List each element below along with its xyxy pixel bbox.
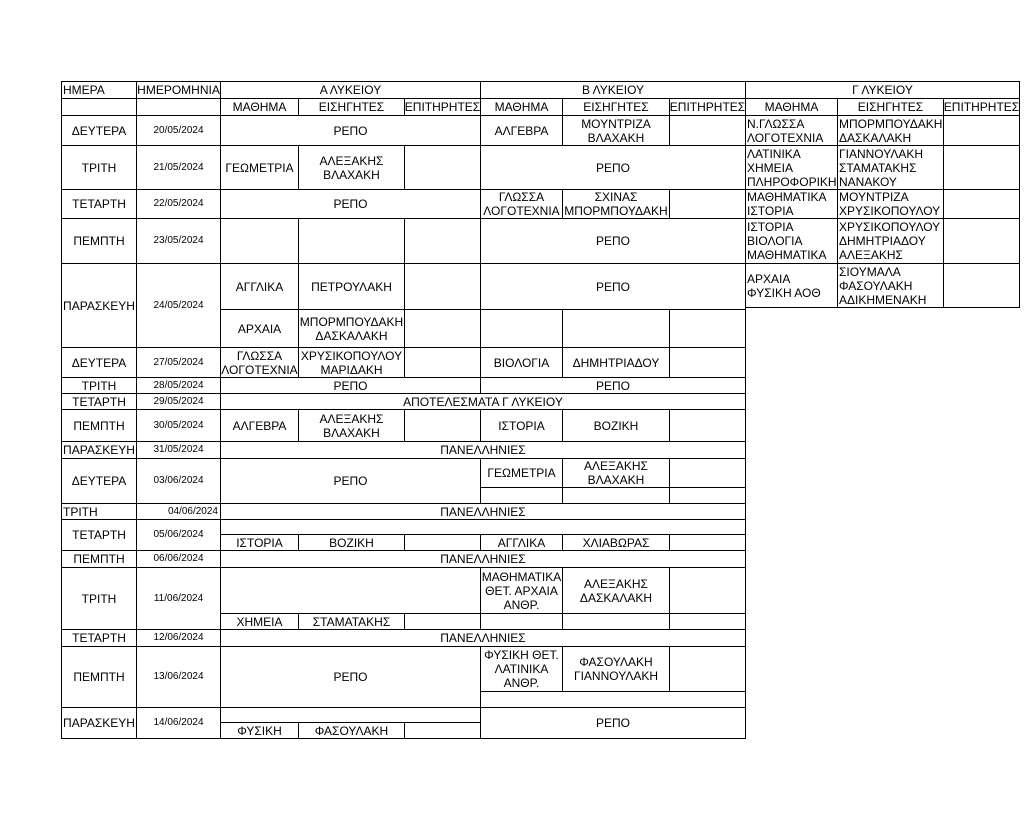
note-cell: ΠΑΝΕΛΛΗΝΙΕΣ [220,550,746,568]
b-supervisors-cell [669,487,746,504]
a-subject-cell [220,218,299,264]
note-cell: ΠΑΝΕΛΛΗΝΙΕΣ [220,441,746,459]
a-examiners-cell: ΜΠΟΡΜΠΟΥΔΑΚΗ ΔΑΣΚΑΛΑΚΗ [298,309,405,348]
c-supervisors-cell [943,115,1020,146]
date-cell: 31/05/2024 [136,441,221,459]
date-cell: 12/06/2024 [136,629,221,647]
header-grade-b: Β ΛΥΚΕΙΟΥ [480,81,746,99]
a-supervisors-cell [404,145,481,190]
date-cell: 24/05/2024 [136,263,221,348]
b-subject-cell: ΓΛΩΣΣΑ ΛΟΓΟΤΕΧΝΙΑ [480,189,563,219]
note-cell: ΑΠΟΤΕΛΕΣΜΑΤΑ Γ ΛΥΚΕΙΟΥ [220,393,746,410]
a-subject-cell: ΡΕΠΟ [220,458,481,504]
a-examiners-cell [298,218,405,264]
c-subject-cell: ΛΑΤΙΝΙΚΑ ΧΗΜΕΙΑ ΠΛΗΡΟΦΟΡΙΚΗ [747,146,837,189]
date-cell: 22/05/2024 [136,189,221,219]
day-cell: ΤΕΤΑΡΤΗ [61,629,137,647]
b-supervisors-cell [669,534,746,551]
date-cell: 04/06/2024 [136,503,221,520]
day-cell: ΠΑΡΑΣΚΕΥΗ [61,263,137,348]
date-cell: 27/05/2024 [136,347,221,378]
c-subject-cell: Ν.ΓΛΩΣΣΑ ΛΟΓΟΤΕΧΝΙΑ [745,115,838,146]
b-subject-cell [480,487,563,504]
header-b-subject: ΜΑΘΗΜΑ [480,98,563,116]
a-examiners-cell: ΧΡΥΣΙΚΟΠΟΥΛΟΥ ΜΑΡΙΔΑΚΗ [298,347,405,378]
b-subject-cell: ΑΓΓΛΙΚΑ [480,534,563,551]
day-cell: ΠΕΜΠΤΗ [61,550,137,568]
b-subject-cell: ΓΕΩΜΕΤΡΙΑ [480,458,563,488]
date-cell: 28/05/2024 [136,377,221,394]
day-cell: ΤΡΙΤΗ [61,567,137,630]
a-examiners-cell: ΣΤΑΜΑΤΑΚΗΣ [298,613,405,630]
c-examiners-cell: ΧΡΥΣΙΚΟΠΟΥΛΟΥ ΔΗΜΗΤΡΙΑΔΟΥ ΑΛΕΞΑΚΗΣ [837,218,944,264]
b-subject-cell: ΦΥΣΙΚΗ ΘΕΤ. ΛΑΤΙΝΙΚΑ ΑΝΘΡ. [480,646,563,692]
a-subject-cell: ΦΥΣΙΚΗ [220,722,299,739]
day-cell: ΠΕΜΠΤΗ [61,646,137,708]
date-cell: 03/06/2024 [136,458,221,504]
a-subject-cell: ΓΛΩΣΣΑ ΛΟΓΟΤΕΧΝΙΑ [221,348,298,377]
day-cell: ΠΕΜΠΤΗ [61,409,137,442]
b-subject-cell: ΑΛΓΕΒΡΑ [480,115,563,146]
day-cell: ΠΕΜΠΤΗ [61,218,137,264]
header-grade-c: Γ ΛΥΚΕΙΟΥ [745,81,1020,99]
a-supervisors-cell [404,534,481,551]
a-subject-cell: ΑΓΓΛΙΚΑ [220,263,299,310]
header-b-examiners: ΕΙΣΗΓΗΤΕΣ [562,98,670,116]
b-supervisors-cell [669,115,746,146]
a-subject-cell: ΑΡΧΑΙΑ [220,309,299,348]
b-subject-cell: ΡΕΠΟ [480,377,746,394]
header-c-subject: ΜΑΘΗΜΑ [745,98,838,116]
date-cell: 14/06/2024 [136,707,221,739]
a-subject-cell: ΡΕΠΟ [220,189,481,219]
c-subject-cell: ΜΑΘΗΜΑΤΙΚΑ ΙΣΤΟΡΙΑ [745,189,838,219]
b-subject-cell: ΡΕΠΟ [480,218,746,264]
b-examiners-cell: ΦΑΣΟΥΛΑΚΗ ΓΙΑΝΝΟΥΛΑΚΗ [562,646,670,692]
a-examiners-cell: ΑΛΕΞΑΚΗΣ ΒΛΑΧΑΚΗ [298,409,405,442]
b-examiners-cell [562,487,670,504]
c-examiners-cell: ΣΙΟΥΜΑΛΑ ΦΑΣΟΥΛΑΚΗ ΑΔΙΚΗΜΕΝΑΚΗ [837,263,944,308]
b-supervisors-cell [669,567,746,614]
header-a-subject: ΜΑΘΗΜΑ [220,98,299,116]
b-subject-cell: ΙΣΤΟΡΙΑ [480,409,563,442]
day-cell: ΤΕΤΑΡΤΗ [61,519,137,551]
header-c-supervisors: ΕΠΙΤΗΡΗΤΕΣ [943,100,1020,114]
b-subject-cell: ΒΙΟΛΟΓΙΑ [480,347,563,378]
a-supervisors-cell [404,309,481,348]
header-a-supervisors: ΕΠΙΤΗΡΗΤΕΣ [404,100,481,114]
a-subject-cell: ΡΕΠΟ [220,115,481,146]
b-subject-cell: ΜΑΘΗΜΑΤΙΚΑ ΘΕΤ. ΑΡΧΑΙΑ ΑΝΘΡ. [480,567,563,614]
header-day: ΗΜΕΡΑ [61,81,137,99]
a-examiners-cell: ΠΕΤΡΟΥΛΑΚΗ [298,263,405,310]
date-cell: 29/05/2024 [136,393,221,410]
date-cell: 30/05/2024 [136,409,221,442]
b-subject-cell: ΡΕΠΟ [480,707,746,739]
header-grade-a: Α ΛΥΚΕΙΟΥ [220,81,481,99]
c-subject-cell: ΙΣΤΟΡΙΑ ΒΙΟΛΟΓΙΑ ΜΑΘΗΜΑΤΙΚΑ [745,218,838,264]
date-cell: 11/06/2024 [136,567,221,630]
day-cell: ΤΕΤΑΡΤΗ [61,393,137,410]
a-supervisors-cell [404,613,481,630]
b-supervisors-cell [669,189,746,219]
b-examiners-cell: ΑΛΕΞΑΚΗΣ ΔΑΣΚΑΛΑΚΗ [562,567,670,614]
header-date: ΗΜΕΡΟΜΗΝΙΑ [137,83,220,97]
a-supervisors-cell [404,722,481,739]
header-b-supervisors: ΕΠΙΤΗΡΗΤΕΣ [669,100,746,114]
c-subject-cell: ΑΡΧΑΙΑ ΦΥΣΙΚΗ ΑΟΘ [745,263,838,308]
c-supervisors-cell [943,145,1020,190]
day-cell: ΤΕΤΑΡΤΗ [61,189,137,219]
day-cell: ΔΕΥΤΕΡΑ [61,458,137,504]
date-cell: 23/05/2024 [136,218,221,264]
b-examiners-cell: ΔΗΜΗΤΡΙΑΔΟΥ [562,347,670,378]
c-examiners-cell: ΓΙΑΝΝΟΥΛΑΚΗ ΣΤΑΜΑΤΑΚΗΣ ΝΑΝΑΚΟΥ [837,145,944,190]
b-subject-cell [480,613,563,630]
b-supervisors-cell [669,458,746,488]
date-cell: 21/05/2024 [136,145,221,190]
c-examiners-cell: ΜΠΟΡΜΠΟΥΔΑΚΗ ΔΑΣΚΑΛΑΚΗ [839,116,943,145]
header-blank [61,98,137,116]
a-examiners-cell: ΦΑΣΟΥΛΑΚΗ [298,722,405,739]
a-examiners-cell: ΒΟΖΙΚΗ [298,534,405,551]
a-supervisors-cell [404,409,481,442]
a-examiners-cell: ΑΛΕΞΑΚΗΣ ΒΛΑΧΑΚΗ [298,145,405,190]
day-cell: ΠΑΡΑΣΚΕΥΗ [61,707,137,739]
c-supervisors-cell [943,218,1020,264]
day-cell: ΤΡΙΤΗ [61,377,137,394]
a-subject-cell: ΙΣΤΟΡΙΑ [220,534,299,551]
a-subject-cell: ΑΛΓΕΒΡΑ [220,409,299,442]
a-subject-cell [220,707,481,723]
b-examiners-cell: ΜΟΥΝΤΡΙΖΑ ΒΛΑΧΑΚΗ [562,115,670,146]
b-subject-cell [480,309,563,348]
c-supervisors-cell [943,263,1020,308]
b-examiners-cell: ΧΛΙΑΒΩΡΑΣ [562,534,670,551]
b-supervisors-cell [669,646,746,692]
a-subject-cell [220,567,481,614]
a-supervisors-cell [404,347,481,378]
blank-cell [220,519,746,535]
date-cell: 13/06/2024 [136,646,221,708]
day-cell: ΤΡΙΤΗ [61,503,137,520]
day-cell: ΤΡΙΤΗ [61,145,137,190]
b-supervisors-cell [669,613,746,630]
a-subject-cell: ΧΗΜΕΙΑ [220,613,299,630]
day-cell: ΔΕΥΤΕΡΑ [61,115,137,146]
day-cell: ΠΑΡΑΣΚΕΥΗ [61,441,137,459]
b-supervisors-cell [669,347,746,378]
c-supervisors-cell [943,189,1020,219]
a-supervisors-cell [404,263,481,310]
b-supervisors-cell [669,309,746,348]
b-examiners-cell: ΒΟΖΙΚΗ [562,409,670,442]
b-examiners-cell [562,309,670,348]
b-supervisors-cell [669,409,746,442]
b-subject-cell: ΡΕΠΟ [480,263,746,310]
b-subject-cell: ΡΕΠΟ [480,145,746,190]
c-examiners-cell: ΜΟΥΝΤΡΙΖΑ ΧΡΥΣΙΚΟΠΟΥΛΟΥ [837,189,944,219]
a-subject-cell: ΓΕΩΜΕΤΡΙΑ [220,145,299,190]
note-cell: ΠΑΝΕΛΛΗΝΙΕΣ [220,629,746,647]
b-examiners-cell: ΣΧΙΝΑΣ ΜΠΟΡΜΠΟΥΔΑΚΗ [562,189,670,219]
date-cell: 05/06/2024 [136,519,221,551]
date-cell: 06/06/2024 [136,550,221,568]
a-subject-cell: ΡΕΠΟ [220,646,481,708]
a-subject-cell: ΡΕΠΟ [220,377,481,394]
header-blank [136,98,221,116]
b-examiners-cell: ΑΛΕΞΑΚΗΣ ΒΛΑΧΑΚΗ [562,458,670,488]
date-cell: 20/05/2024 [136,115,221,146]
header-a-examiners: ΕΙΣΗΓΗΤΕΣ [298,98,405,116]
a-supervisors-cell [404,218,481,264]
b-examiners-cell [562,613,670,630]
note-cell: ΠΑΝΕΛΛΗΝΙΕΣ [220,503,746,520]
b-subject-cell [480,691,746,708]
header-c-examiners: ΕΙΣΗΓΗΤΕΣ [837,98,944,116]
day-cell: ΔΕΥΤΕΡΑ [61,347,137,378]
